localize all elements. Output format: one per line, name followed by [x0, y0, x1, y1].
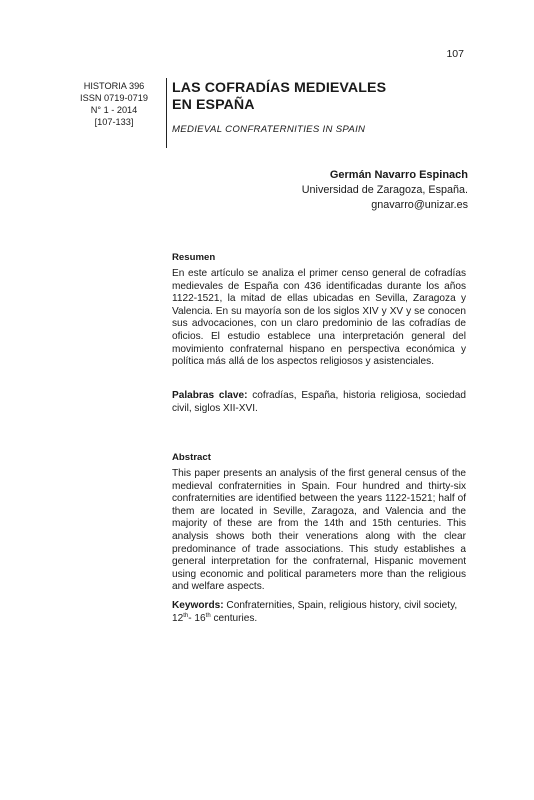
- keywords-label-en: Keywords:: [172, 600, 224, 611]
- journal-issue: N° 1 - 2014: [90, 105, 138, 115]
- resumen-keywords: [172, 390, 466, 415]
- kw-century-end: - 16: [188, 612, 206, 624]
- resumen-body: En este artículo se analiza el primer censo general de cofradías medievales de España con 436 identificadas durante los años 1122-1521, la mitad de ellas ubicadas en Sevilla, Zaragoza y Valencia. En su mayoría son de los siglos XIV y XV y se conocen sus advocaciones, con un claro predominio de las cofradías de oficios. El estudio establece una interpretación general del movimiento confraternal hispano en perspectiva económica y política más allá de los aspectos religiosos y asistenciales.: [172, 268, 466, 368]
- page-number: 107: [446, 48, 464, 60]
- kw-century-start: 12: [172, 612, 184, 624]
- title-line-2: EN ESPAÑA: [172, 96, 255, 113]
- author-name: Germán Navarro Espinach: [329, 169, 468, 181]
- article-title: [172, 80, 482, 113]
- author-email: gnavarro@unizar.es: [371, 199, 468, 211]
- kw-centuries-word: centuries.: [210, 612, 258, 624]
- kw-sup-end: th: [205, 612, 211, 619]
- journal-name: HISTORIA 396: [83, 81, 145, 91]
- journal-pages: [107-133]: [94, 117, 134, 127]
- kw-sup-start: th: [183, 612, 189, 619]
- abstract-keywords: [172, 600, 466, 625]
- resumen-heading: Resumen: [172, 252, 216, 263]
- abstract-heading: Abstract: [172, 452, 211, 463]
- title-line-1: LAS COFRADÍAS MEDIEVALES: [172, 80, 387, 96]
- keywords-es: cofradías, España, historia religiosa, sociedad civil, siglos XII-XVI.: [172, 390, 466, 414]
- abstract-body: This paper presents an analysis of the first general census of the medieval confraternities in Spain. Four hundred and thirty-six confraternities are identified between the years 1122-1521; half of them are located in Seville, Zaragoza, and Valencia and the majority of these are from the 14th and 15th centuries. This analysis shows both their venerations along with the clear predominance of trade associations. This study establishes a general interpretation for the confraternal, Hispanic movement using economic and political parameters more than the religious and welfare aspects.: [172, 468, 466, 593]
- vertical-divider: [166, 78, 167, 148]
- keywords-label-es: Palabras clave:: [172, 390, 248, 401]
- journal-info: [66, 80, 162, 128]
- journal-issn: ISSN 0719-0719: [80, 93, 148, 103]
- english-title: MEDIEVAL CONFRATERNITIES IN SPAIN: [172, 124, 366, 135]
- author-affiliation: Universidad de Zaragoza, España.: [301, 184, 468, 196]
- keywords-en: Confraternities, Spain, religious history, civil society,: [223, 600, 458, 611]
- author-block: [302, 168, 468, 213]
